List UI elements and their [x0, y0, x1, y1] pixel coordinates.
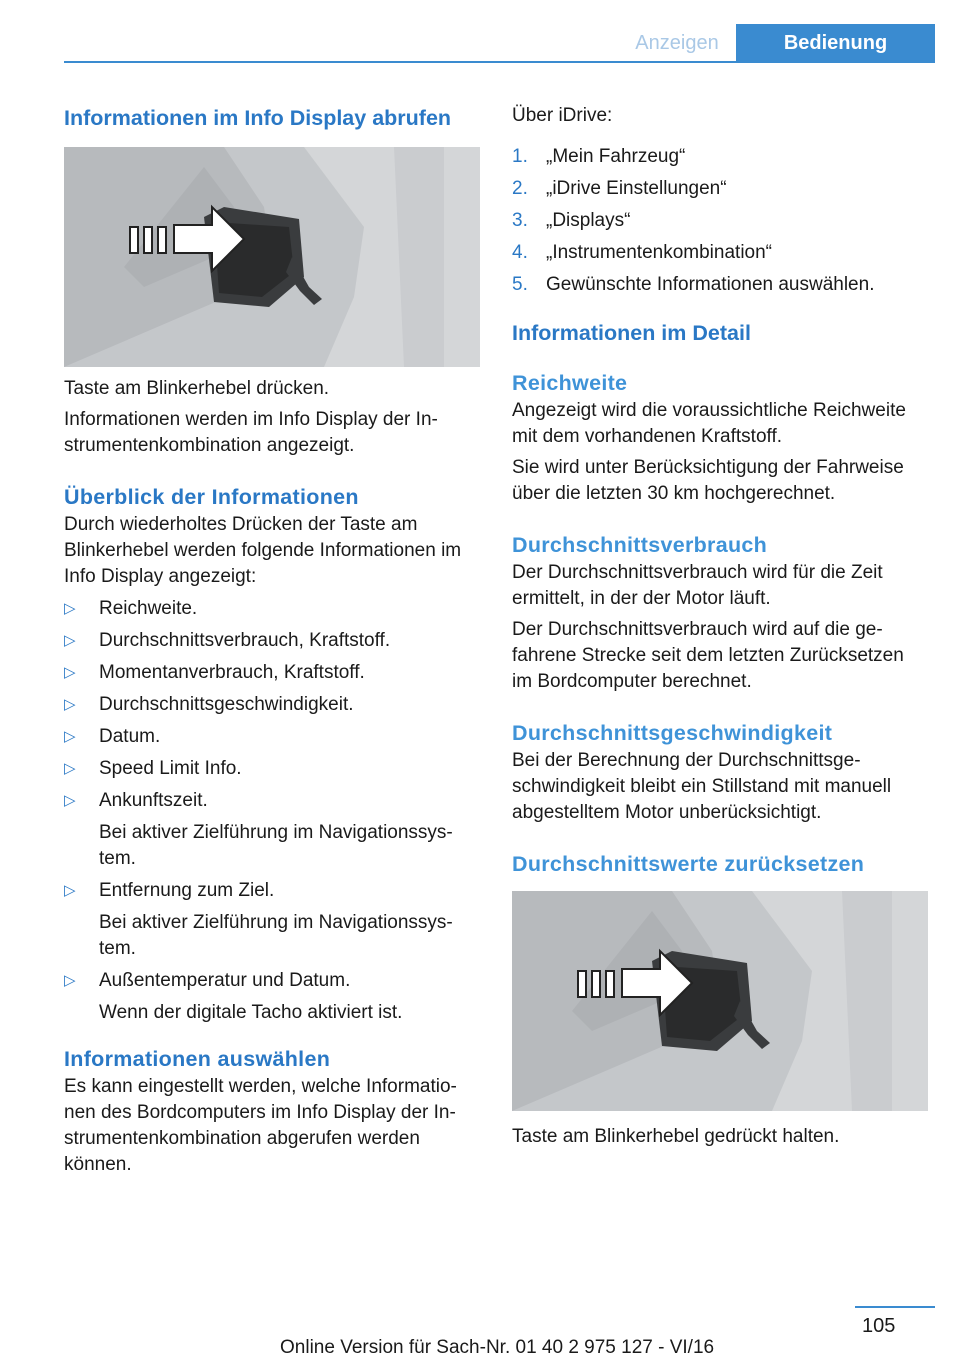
list-item-note: Bei aktiver Zielführung im Navigationssys‐ tem. [99, 912, 453, 959]
list-item: ▷ Entfernung zum Ziel. Bei aktiver Zielführung im Navigationssys‐ tem. [64, 878, 480, 968]
page-number: 105 [862, 1315, 896, 1337]
triangle-bullet-icon: ▷ [64, 882, 76, 899]
heading-overview: Überblick der Informationen [64, 485, 359, 509]
list-item: ▷ Momentanverbrauch, Kraftstoff. [64, 660, 480, 692]
heading-info-display: Informationen im Info Display abrufen [64, 106, 452, 130]
triangle-bullet-icon: ▷ [64, 972, 76, 989]
triangle-bullet-icon: ▷ [64, 696, 76, 713]
list-item: ▷ Durchschnittsgeschwindigkeit. [64, 692, 480, 724]
heading-range: Reichweite [512, 371, 628, 395]
para-range-1: Angezeigt wird die voraussichtliche Reichweite mit dem vorhandenen Kraftstoff. [512, 400, 906, 447]
list-item: ▷ Außentemperatur und Datum. Wenn der digitale Tacho aktiviert ist. [64, 968, 480, 1032]
footer-note: Online Version für Sach-Nr. 01 40 2 975 127 - VI/16 [280, 1337, 715, 1358]
triangle-bullet-icon: ▷ [64, 600, 76, 617]
para-range-2: Sie wird unter Berücksichtigung der Fahrweise über die letzten 30 km hochgerechnet. [512, 457, 904, 504]
triangle-bullet-icon: ▷ [64, 664, 76, 681]
step-item: 3. „Displays“ [512, 210, 631, 231]
para-info-shown: Informationen werden im Info Display der In‐ strumentenkombination angezeigt. [64, 409, 438, 456]
heading-speed: Durchschnittsgeschwindigkeit [512, 721, 833, 745]
heading-consumption: Durchschnittsverbrauch [512, 533, 768, 557]
list-item-note: Wenn der digitale Tacho aktiviert ist. [99, 1002, 403, 1023]
caption-press-button: Taste am Blinkerhebel drücken. [64, 378, 330, 399]
step-item: 2. „iDrive Einstellungen“ [512, 178, 727, 199]
list-item: ▷ Ankunftszeit. Bei aktiver Zielführung im Navigationssys‐ tem. [64, 788, 480, 878]
step-item: 5. Gewünschte Informationen auswählen. [512, 274, 875, 295]
lever-button-image [64, 147, 480, 367]
step-item: 1. „Mein Fahrzeug“ [512, 146, 686, 167]
lever-hold-image [512, 891, 928, 1111]
heading-select: Informationen auswählen [64, 1047, 331, 1071]
para-overview: Durch wiederholtes Drücken der Taste am Blinkerhebel werden folgende Informationen im Info Display angezeigt: [64, 514, 462, 587]
list-item: ▷ Durchschnittsverbrauch, Kraftstoff. [64, 628, 480, 660]
caption-hold-button: Taste am Blinkerhebel gedrückt halten. [512, 1126, 840, 1147]
header-divider [64, 61, 935, 63]
para-select: Es kann eingestellt werden, welche Informatio‐ nen des Bordcomputers im Info Display der In‐ strumentenkombination abgerufen werden können. [64, 1076, 457, 1175]
step-item: 4. „Instrumentenkombination“ [512, 242, 772, 263]
triangle-bullet-icon: ▷ [64, 760, 76, 777]
triangle-bullet-icon: ▷ [64, 792, 76, 809]
tab-anzeigen[interactable]: Anzeigen [635, 32, 719, 54]
triangle-bullet-icon: ▷ [64, 728, 76, 745]
idrive-steps [512, 144, 928, 304]
para-consumption-2: Der Durchschnittsverbrauch wird auf die ge‐ fahrene Strecke seit dem letzten Zurücksetzen im Bordcomputer berechnet. [512, 619, 904, 692]
para-consumption-1: Der Durchschnittsverbrauch wird für die Zeit ermittelt, in der der Motor läuft. [512, 562, 883, 609]
idrive-intro: Über iDrive: [512, 105, 613, 126]
list-item: ▷ Datum. [64, 724, 480, 756]
right-column [512, 100, 928, 1150]
footer-divider [855, 1306, 935, 1308]
left-column [64, 100, 480, 1178]
info-list [64, 596, 480, 1032]
list-item-note: Bei aktiver Zielführung im Navigationssys‐ tem. [99, 822, 453, 869]
para-speed: Bei der Berechnung der Durchschnittsge‐ schwindigkeit bleibt ein Stillstand mit manuell abgestelltem Motor unberücksichtigt. [512, 750, 892, 823]
turn-signal-lever-illustration [64, 147, 480, 367]
tab-bedienung[interactable]: Bedienung [736, 24, 935, 62]
list-item: ▷ Speed Limit Info. [64, 756, 480, 788]
list-item: ▷ Reichweite. [64, 596, 480, 628]
heading-detail: Informationen im Detail [512, 321, 751, 345]
triangle-bullet-icon: ▷ [64, 632, 76, 649]
turn-signal-lever-illustration [512, 891, 928, 1111]
heading-reset: Durchschnittswerte zurücksetzen [512, 852, 865, 876]
